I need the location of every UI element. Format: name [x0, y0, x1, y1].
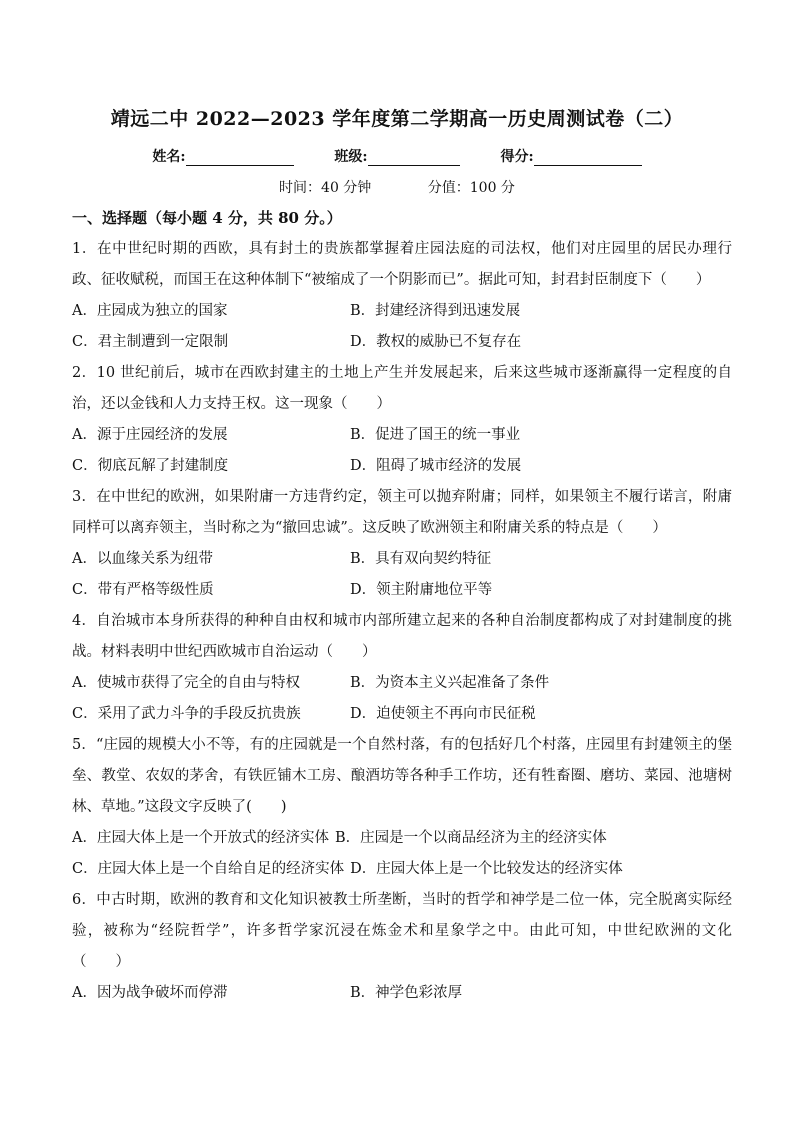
question-4	[72, 606, 732, 730]
question-stem: 3．在中世纪的欧洲，如果附庸一方违背约定，领主可以抛弃附庸；同样，如果领主不履行诺言，附庸同样可以离弃领主，当时称之为“撤回忠诚”。这反映了欧洲领主和附庸关系的特点是（ ）	[72, 489, 732, 536]
answer-option[interactable]: A．因为战争破坏而停滞	[72, 985, 228, 1001]
exam-time: 时间：40 分钟	[279, 180, 372, 196]
answer-option[interactable]: B．神学色彩浓厚	[350, 985, 463, 1001]
option-group	[72, 668, 732, 730]
option-group	[72, 296, 732, 358]
answer-option[interactable]: D．领主附庸地位平等	[350, 582, 493, 598]
question-list	[72, 234, 732, 1009]
answer-option[interactable]: C．君主制遭到一定限制	[72, 334, 229, 350]
answer-option[interactable]: B．为资本主义兴起准备了条件	[350, 675, 550, 691]
question-2	[72, 358, 732, 482]
answer-option[interactable]: C．彻底瓦解了封建制度	[72, 458, 229, 474]
answer-option[interactable]: B．庄园是一个以商品经济为主的经济实体	[334, 830, 607, 846]
question-stem: 6．中古时期，欧洲的教育和文化知识被教士所垄断，当时的哲学和神学是二位一体，完全脱离实际经验，被称为“经院哲学”，许多哲学家沉浸在炼金术和星象学之中。由此可知，中世纪欧洲的文化（ ）	[72, 892, 732, 970]
answer-option[interactable]: B．封建经济得到迅速发展	[350, 303, 521, 319]
score-label: 得分:	[500, 149, 534, 165]
answer-option[interactable]: A．使城市获得了完全的自由与特权	[72, 675, 300, 691]
score-field[interactable]	[500, 146, 641, 166]
answer-option[interactable]: B．促进了国王的统一事业	[350, 427, 521, 443]
page-title: 靖远二中 2022—2023 学年度第二学期高一历史周测试卷（二）	[110, 108, 684, 130]
answer-option[interactable]: D．教权的威胁已不复存在	[350, 334, 522, 350]
option-group	[72, 978, 732, 1009]
answer-option[interactable]: B．具有双向契约特征	[350, 551, 492, 567]
class-blank[interactable]	[368, 151, 460, 166]
answer-option[interactable]: A．以血缘关系为纽带	[72, 551, 213, 567]
question-1	[72, 234, 732, 358]
answer-option[interactable]: A．庄园大体上是一个开放式的经济实体	[72, 830, 329, 846]
question-6	[72, 885, 732, 1009]
name-label: 姓名:	[152, 149, 186, 165]
question-stem: 2．10 世纪前后，城市在西欧封建主的土地上产生并发展起来，后来这些城市逐渐赢得一定程度的自治，还以金钱和人力支持王权。这一现象（ ）	[72, 365, 733, 412]
exam-meta	[0, 177, 794, 197]
answer-option[interactable]: D．阻碍了城市经济的发展	[350, 458, 522, 474]
question-stem: 5．“庄园的规模大小不等，有的庄园就是一个自然村落，有的包括好几个村落，庄园里有封建领主的堡垒、教堂、农奴的茅舍，有铁匠铺木工房、酿酒坊等各种手工作坊，还有牲畜圈、磨坊、菜园、池塘树林、草地。”这段文字反映了( )	[72, 737, 732, 815]
answer-option[interactable]: C．采用了武力斗争的手段反抗贵族	[72, 706, 301, 722]
question-3	[72, 482, 732, 606]
question-5	[72, 730, 732, 885]
answer-option[interactable]: A．庄园成为独立的国家	[72, 303, 228, 319]
option-group	[72, 544, 732, 606]
class-field[interactable]	[334, 146, 459, 166]
score-blank[interactable]	[534, 151, 642, 166]
answer-option[interactable]: A．源于庄园经济的发展	[72, 427, 228, 443]
answer-option[interactable]: C．庄园大体上是一个自给自足的经济实体	[72, 861, 345, 877]
name-blank[interactable]	[186, 151, 294, 166]
option-group	[72, 823, 732, 885]
student-info-line	[0, 146, 794, 166]
answer-option[interactable]: C．带有严格等级性质	[72, 582, 214, 598]
question-stem: 4．自治城市本身所获得的种种自由权和城市内部所建立起来的各种自治制度都构成了对封建制度的挑战。材料表明中世纪西欧城市自治运动（ ）	[72, 613, 732, 660]
answer-option[interactable]: D．迫使领主不再向市民征税	[350, 706, 536, 722]
class-label: 班级:	[334, 149, 368, 165]
exam-value: 分值：100 分	[427, 180, 515, 196]
name-field[interactable]	[152, 146, 293, 166]
question-stem: 1．在中世纪时期的西欧，具有封土的贵族都掌握着庄园法庭的司法权，他们对庄园里的居民办理行政、征收赋税，而国王在这种体制下“被缩成了一个阴影而已”。据此可知，封君封臣制度下（ ）	[72, 241, 732, 288]
section-heading: 一、选择题（每小题 4 分，共 80 分。）	[72, 209, 342, 227]
option-group	[72, 420, 732, 482]
answer-option[interactable]: D．庄园大体上是一个比较发达的经济实体	[350, 861, 623, 877]
